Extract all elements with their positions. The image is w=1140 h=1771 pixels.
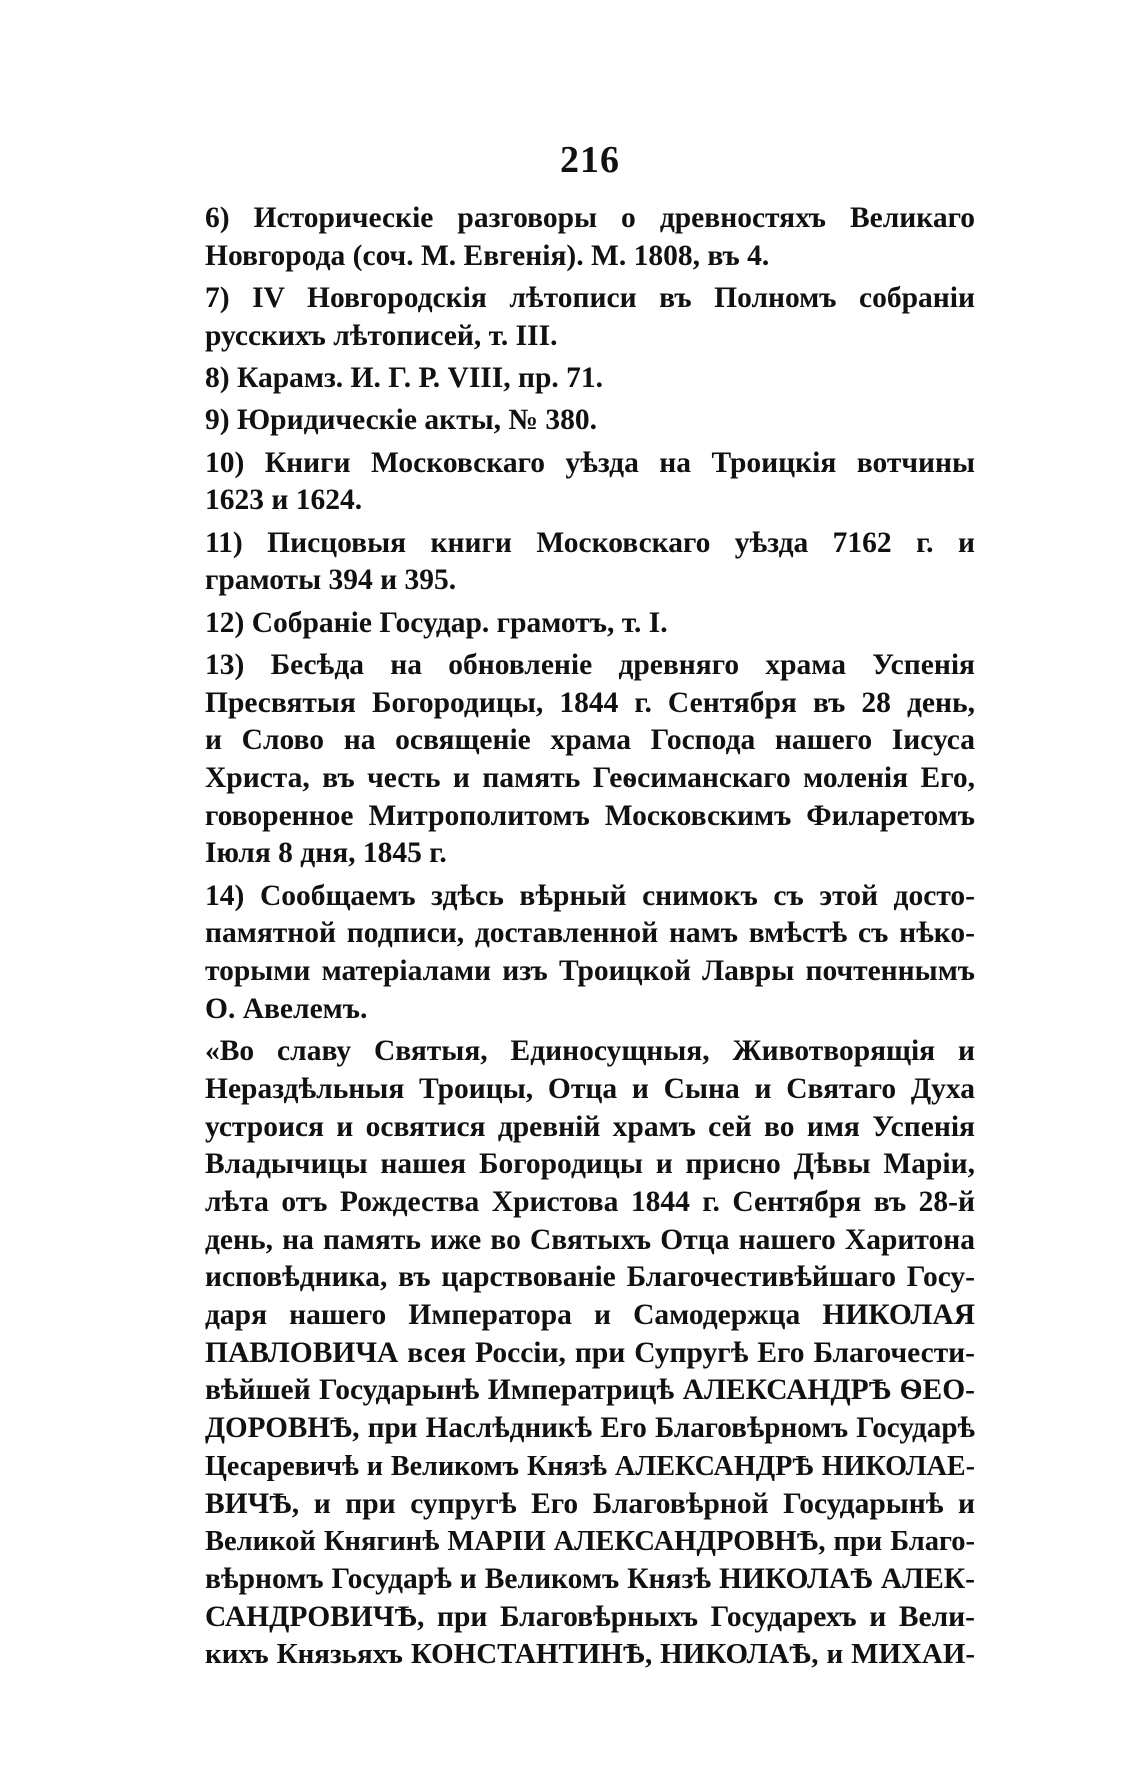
inscription-line: кихъ Князьяхъ КОНСТАНТИНѢ, НИКОЛАѢ, и МИХАИ- xyxy=(205,1638,975,1671)
inscription-line: Нераздѣльныя Троицы, Отца и Сына и Святаго Духа xyxy=(205,1072,975,1105)
footnote-line: 7) IV Новгородскія лѣтописи въ Полномъ собраніи xyxy=(205,282,975,314)
footnotes xyxy=(205,200,975,1679)
inscription-line: устроися и освятися древній храмъ сей во имя Успенія xyxy=(205,1110,975,1143)
inscription-line: Цесаревичѣ и Великомъ Князѣ АЛЕКСАНДРѢ НИКОЛАЕ- xyxy=(205,1450,975,1482)
inscription-line: «Во славу Святыя, Единосущныя, Животворящія и xyxy=(205,1035,975,1068)
footnote-10 xyxy=(205,445,975,520)
inscription-line: САНДРОВИЧѢ, при Благовѣрныхъ Государехъ и Вели- xyxy=(205,1600,975,1633)
footnote-11 xyxy=(205,525,975,600)
footnote-line: торыми матеріалами изъ Троицкой Лавры почтеннымъ xyxy=(205,955,975,988)
footnote-line: Христа, въ честь и память Геѳсиманскаго моленія Его, xyxy=(205,762,975,794)
inscription-line: лѣта отъ Рождества Христова 1844 г. Сентября въ 28-й xyxy=(205,1185,975,1218)
inscription-line: ПАВЛОВИЧА всея Россіи, при Супругѣ Его Благочести- xyxy=(205,1336,975,1369)
footnote-14 xyxy=(205,878,975,1029)
page-number: 216 xyxy=(560,139,620,181)
footnote-line: и Слово на освященіе храма Господа нашего Іисуса xyxy=(205,724,975,757)
footnote-line: 10) Книги Московскаго уѣзда на Троицкія вотчины xyxy=(205,446,975,479)
inscription-line: даря нашего Императора и Самодержца НИКОЛАЯ xyxy=(205,1299,975,1332)
footnote-line: грамоты 394 и 395. xyxy=(205,564,457,597)
footnote-line: 1623 и 1624. xyxy=(205,484,363,517)
footnote-line: Новгорода (соч. М. Евгенія). М. 1808, въ 4. xyxy=(205,239,770,272)
inscription-line: ВИЧѢ, и при супругѣ Его Благовѣрной Государынѣ и xyxy=(205,1487,975,1520)
footnote-line: 11) Писцовыя книги Московскаго уѣзда 7162 г. и xyxy=(205,526,975,559)
footnote-line: русскихъ лѣтописей, т. III. xyxy=(205,319,558,352)
footnote-line: говоренное Митрополитомъ Московскимъ Филаретомъ xyxy=(205,799,975,832)
inscription-line: день, на память иже во Святыхъ Отца нашего Харитона xyxy=(205,1223,975,1256)
footnote-9 xyxy=(205,402,975,440)
inscription-line: Владычицы нашея Богородицы и присно Дѣвы Маріи, xyxy=(205,1148,975,1181)
footnote-line: 6) Историческіе разговоры о древностяхъ Великаго xyxy=(205,202,975,234)
footnote-6 xyxy=(205,200,975,275)
inscription-line: вѣйшей Государынѣ Императрицѣ АЛЕКСАНДРѢ ѲЕО- xyxy=(205,1374,975,1407)
footnote-8 xyxy=(205,360,975,398)
footnote-line: 13) Бесѣда на обновленіе древняго храма Успенія xyxy=(205,648,975,681)
footnote-line: 8) Карамз. И. Г. Р. VIII, пр. 71. xyxy=(205,362,604,394)
footnote-line: 14) Сообщаемъ здѣсь вѣрный снимокъ съ этой досто- xyxy=(205,879,975,912)
footnote-7 xyxy=(205,280,975,355)
inscription-text xyxy=(205,1033,975,1674)
inscription-line: исповѣдника, въ царствованіе Благочестивѣйшаго Госу- xyxy=(205,1261,975,1294)
book-page xyxy=(205,0,975,1771)
inscription-line: вѣрномъ Государѣ и Великомъ Князѣ НИКОЛАѢ АЛЕК- xyxy=(205,1562,975,1595)
footnote-13 xyxy=(205,647,975,873)
footnote-line: Пресвятыя Богородицы, 1844 г. Сентября въ 28 день, xyxy=(205,686,975,719)
footnote-12 xyxy=(205,605,975,643)
footnote-line: 12) Собраніе Государ. грамотъ, т. I. xyxy=(205,606,668,639)
footnote-line: памятной подписи, доставленной намъ вмѣстѣ съ нѣко- xyxy=(205,917,975,950)
inscription-line: ДОРОВНѢ, при Наслѣдникѣ Его Благовѣрномъ Государѣ xyxy=(205,1412,975,1445)
footnote-line: Іюля 8 дня, 1845 г. xyxy=(205,837,447,870)
inscription-line: Великой Княгинѣ МАРІИ АЛЕКСАНДРОВНѢ, при Благо- xyxy=(205,1526,975,1558)
footnote-line: 9) Юридическіе акты, № 380. xyxy=(205,404,597,437)
footnote-line: О. Авелемъ. xyxy=(205,992,368,1025)
